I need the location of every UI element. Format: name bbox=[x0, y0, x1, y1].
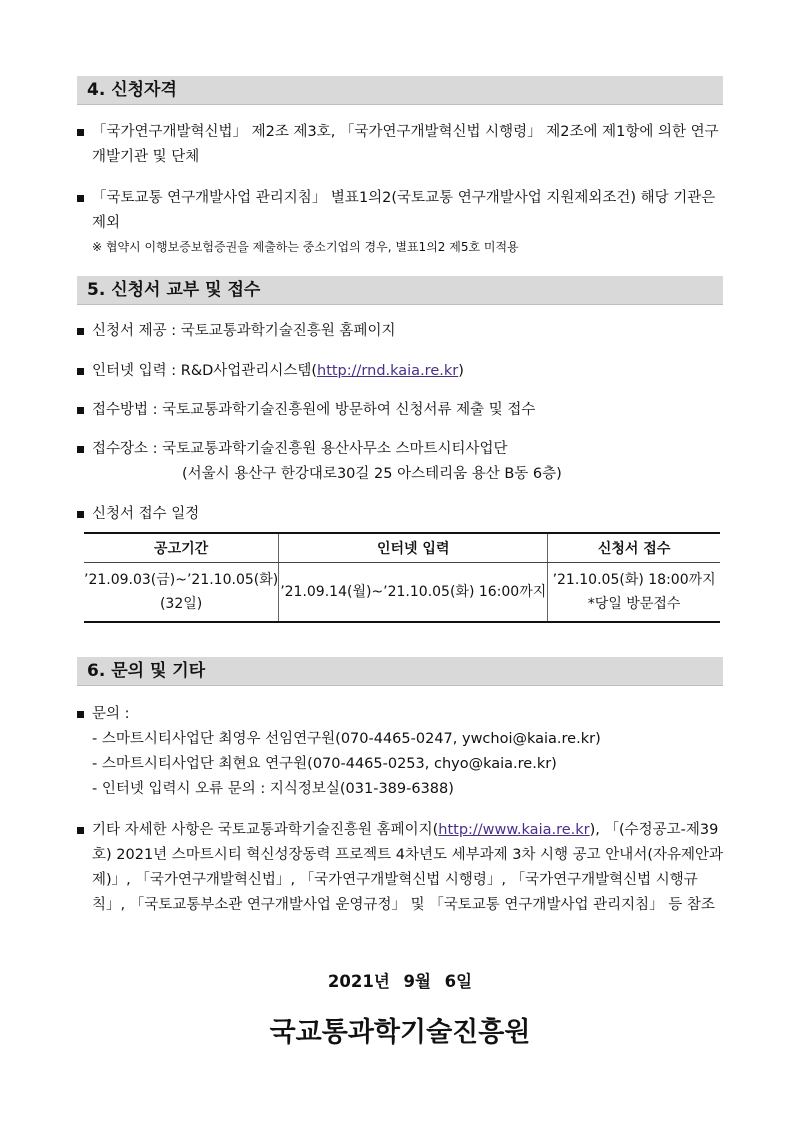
square-bullet-icon bbox=[77, 129, 84, 136]
online-input-item bbox=[77, 359, 727, 384]
online-input-text bbox=[92, 359, 727, 384]
table-header-row bbox=[84, 533, 720, 563]
other-info-item bbox=[77, 818, 727, 918]
section-5-heading: 5. 신청서 교부 및 접수 bbox=[77, 276, 723, 305]
online-input-label: 인터넷 입력 : R&D사업관리시스템( bbox=[92, 363, 317, 379]
square-bullet-icon bbox=[77, 711, 84, 718]
submission-place-item bbox=[77, 437, 727, 487]
inquiry-item bbox=[77, 702, 727, 802]
notice-days: (32일) bbox=[159, 596, 203, 612]
square-bullet-icon bbox=[77, 368, 84, 375]
eligibility-item-2 bbox=[77, 186, 727, 236]
eligibility-text-1: 「국가연구개발혁신법」 제2조 제3호, 「국가연구개발혁신법 시행령」 제2조에 제1항에 의한 연구개발기관 및 단체 bbox=[92, 124, 719, 165]
notice-period: ’21.09.03(금)~’21.10.05(화) bbox=[84, 572, 279, 588]
contact-1: - 스마트시티사업단 최영우 선임연구원(070-4465-0247, ywchoi@kaia.re.kr) bbox=[92, 731, 601, 747]
table-cell: ’21.09.14(월)~’21.10.05(화) 16:00까지 bbox=[279, 563, 548, 623]
contact-2: - 스마트시티사업단 최현요 연구원(070-4465-0253, chyo@kaia.re.kr) bbox=[92, 756, 557, 772]
contact-3: - 인터넷 입력시 오류 문의 : 지식정보실(031-389-6388) bbox=[92, 781, 454, 797]
square-bullet-icon bbox=[77, 446, 84, 453]
application-provision-text: 신청서 제공 : 국토교통과학기술진흥원 홈페이지 bbox=[92, 323, 396, 339]
table-row bbox=[84, 563, 720, 623]
table-cell bbox=[548, 563, 720, 623]
table-header: 신청서 접수 bbox=[548, 533, 720, 563]
submission-deadline: ’21.10.05(화) 18:00까지 bbox=[552, 572, 716, 588]
section-6-heading: 6. 문의 및 기타 bbox=[77, 657, 723, 686]
table-header: 공고기간 bbox=[84, 533, 279, 563]
other-info-rest: ), 「(수정공고-제39호) 2021년 스마트시티 혁신성장동력 프로젝트 4차년도 세부과제 3차 시행 공고 안내서(자유제안과제)」, 「국가연구개발혁신법」, 「국가연구개발혁신법 시행령」, 「국가연구개발혁신법 시행규칙」, 「국토교통부소관 연구개발사업 운영규정」 및 「국토교통 연구개발사업 관리지침」 등 참조 bbox=[92, 822, 724, 913]
eligibility-text-2: 「국토교통 연구개발사업 관리지침」 별표1의2(국토교통 연구개발사업 지원제외조건) 해당 기관은 제외 bbox=[92, 190, 716, 231]
rnd-system-link[interactable]: http://rnd.kaia.re.kr bbox=[317, 363, 459, 379]
square-bullet-icon bbox=[77, 407, 84, 414]
organization-name: 국교통과학기술진흥원 bbox=[269, 1017, 531, 1048]
square-bullet-icon bbox=[77, 511, 84, 518]
eligibility-item-1 bbox=[77, 120, 727, 170]
other-info-lead: 기타 자세한 사항은 국토교통과학기술진흥원 홈페이지( bbox=[92, 822, 439, 838]
online-input-close: ) bbox=[458, 363, 464, 379]
square-bullet-icon bbox=[77, 827, 84, 834]
notice-date: 2021년 9월 6일 bbox=[327, 972, 473, 991]
other-info-text bbox=[92, 818, 727, 918]
submission-method-text: 접수방법 : 국토교통과학기술진흥원에 방문하여 신청서류 제출 및 접수 bbox=[92, 402, 536, 418]
inquiry-label: 문의 : bbox=[92, 706, 130, 722]
submission-method-item bbox=[77, 398, 727, 423]
section-4-heading: 4. 신청자격 bbox=[77, 76, 723, 105]
square-bullet-icon bbox=[77, 195, 84, 202]
schedule-item bbox=[77, 502, 727, 527]
eligibility-note: ※ 협약시 이행보증보험증권을 제출하는 중소기업의 경우, 별표1의2 제5호 미적용 bbox=[92, 240, 519, 254]
same-day-visit-note: *당일 방문접수 bbox=[587, 596, 681, 612]
schedule-label: 신청서 접수 일정 bbox=[92, 506, 200, 522]
square-bullet-icon bbox=[77, 328, 84, 335]
submission-address: (서울시 용산구 한강대로30길 25 아스테리움 용산 B동 6층) bbox=[182, 466, 562, 482]
table-header: 인터넷 입력 bbox=[279, 533, 548, 563]
kaia-homepage-link[interactable]: http://www.kaia.re.kr bbox=[438, 822, 590, 838]
table-cell bbox=[84, 563, 279, 623]
application-provision-item bbox=[77, 319, 727, 344]
schedule-table bbox=[84, 532, 720, 623]
submission-place-text: 접수장소 : 국토교통과학기술진흥원 용산사무소 스마트시티사업단 bbox=[92, 441, 508, 457]
